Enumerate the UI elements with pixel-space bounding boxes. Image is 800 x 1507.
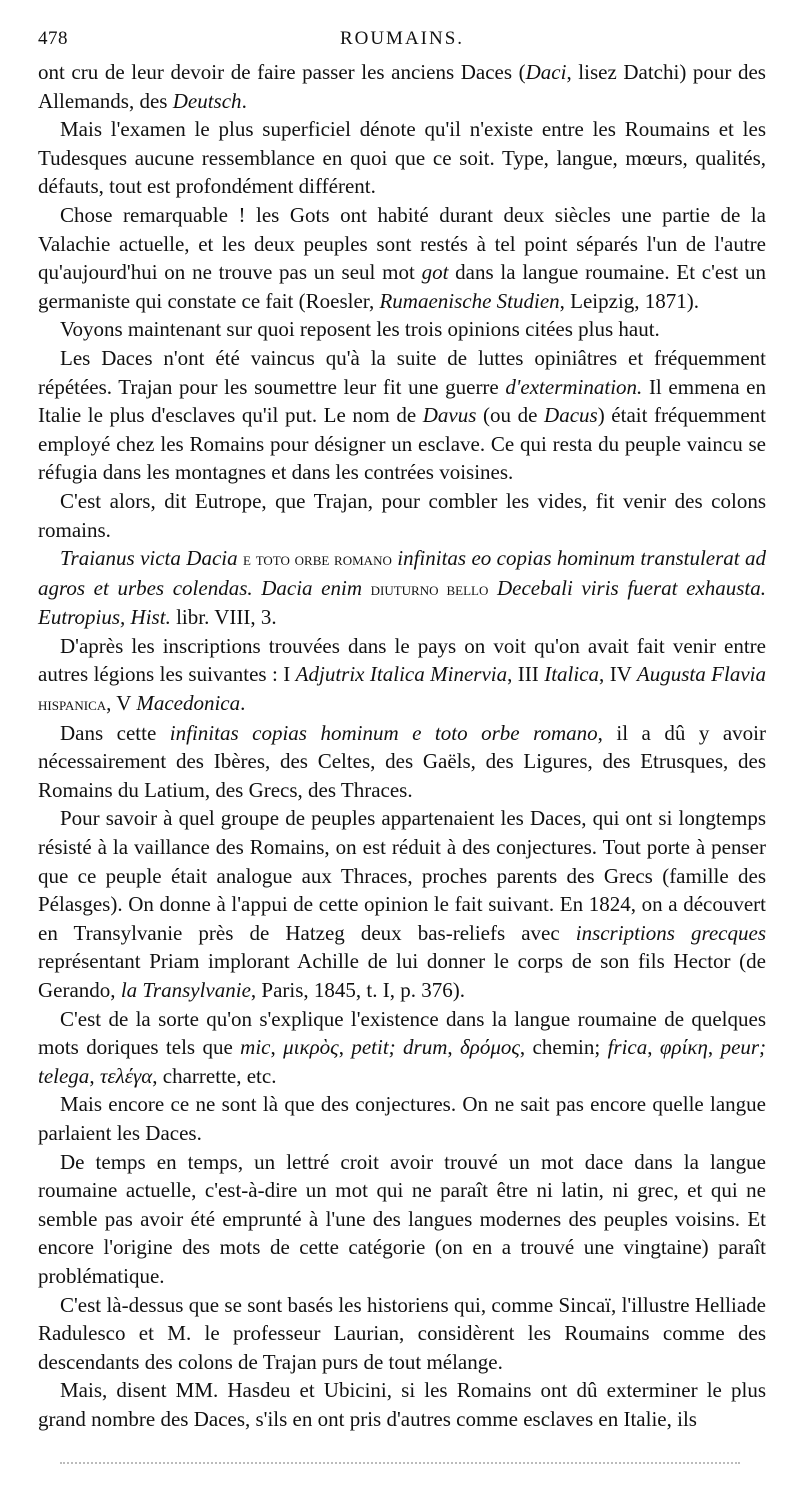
text-run: Mais l'examen le plus superficiel dénote qu'il n'existe entre les Roumains et les Tudesques aucune ressemblance en quoi que ce soit. Type, langue, mœurs, qualités, défauts, tout est profondément différent. (38, 117, 766, 199)
small-caps-text: diuturno bello (370, 578, 489, 599)
paragraph (38, 58, 766, 115)
running-title: ROUMAINS. (339, 28, 465, 49)
italic-text: Decebali viris fuerat exhausta. Eutropius, Hist. (38, 575, 767, 630)
italic-text: la Transylvanie (120, 978, 251, 1002)
italic-text: Rumaenische Studien (379, 288, 560, 313)
italic-text: Macedonica (136, 691, 241, 716)
paragraph (38, 315, 766, 344)
text-run: , (270, 1035, 284, 1060)
paragraph (38, 1148, 766, 1291)
text-run (488, 576, 497, 600)
paragraph (38, 544, 766, 632)
paragraph (38, 1291, 766, 1377)
text-run: De temps en temps, un lettré croit avoir trouvé un mot dace dans la langue roumaine actuelle, c'est-à-dire un mot qui ne paraît être ni latin, ni grec, et qui ne semble pas avoir été emprunté à l'une des langues modernes des peuples voisins. Et encore l'origine des mots de cette catégorie (on en a trouvé une vingtaine) paraît problématique. (38, 1149, 766, 1288)
paragraph (38, 804, 766, 1004)
paragraph (38, 201, 766, 315)
italic-text: Traianus victa Dacia (60, 546, 238, 571)
text-run: C'est alors, dit Eutrope, que Trajan, pour combler les vides, fit venir des colons romains. (38, 488, 766, 542)
paragraph (38, 487, 766, 544)
italic-text: Deutsch (172, 88, 242, 113)
text-run: . (240, 691, 246, 716)
text-run: dans la langue roumaine. Et c'est un germaniste qui constate ce fait (Roesler, (38, 260, 766, 313)
paragraph (38, 115, 766, 201)
italic-text: frica (607, 1035, 648, 1060)
italic-text: inscriptions grecques (575, 920, 766, 945)
italic-text: Adjutrix Italica Minervia (295, 662, 508, 687)
text-run: , il a dû y avoir nécessairement des Ibères, des Celtes, des Gaëls, des Ligures, des Etrusques, des Romains du Latium, des Grecs, des Thraces. (38, 720, 766, 802)
italic-text: infinitas eo copias hominum transtulerat ad agros et urbes colendas. Dacia enim (38, 546, 766, 600)
text-run: Voyons maintenant sur quoi reposent les trois opinions citées plus haut. (60, 317, 660, 342)
text-run: . (241, 88, 247, 113)
italic-text: Augusta Flavia (636, 662, 766, 687)
paragraph (38, 1376, 766, 1433)
text-run: Il emmena en Italie le plus d'esclaves qu'il put. Le nom de (38, 374, 767, 428)
italic-text: got (421, 260, 449, 285)
text-run: , III (507, 662, 545, 687)
body-text (38, 58, 766, 1434)
text-run: représentant Priam implorant Achille de lui donner le corps de son fils Hector (de Gerando, (38, 949, 766, 1002)
text-run: , (447, 1035, 461, 1060)
text-run: , chemin; (519, 1035, 608, 1060)
paragraph (38, 1090, 766, 1147)
text-run: , charrette, etc. (152, 1063, 277, 1088)
text-run: ) était fréquemment employé chez les Romains pour désigner un esclave. Ce qui resta du peuple vaincu se réfugia dans les montagnes et dans les contrées voisines. (38, 403, 767, 485)
running-head (38, 28, 766, 58)
text-run: , (338, 1035, 352, 1060)
page-number: 478 (38, 28, 68, 49)
small-caps-text: hispanica (38, 694, 107, 715)
text-run: , Leipzig, 1871). (559, 288, 700, 313)
paragraph (38, 632, 766, 719)
italic-text: μικρὸς (283, 1035, 339, 1060)
text-run: , Paris, 1845, t. I, p. 376). (250, 978, 465, 1002)
text-run: , IV (599, 662, 637, 687)
text-run: , (647, 1035, 660, 1060)
text-run (362, 576, 371, 600)
text-run: Pour savoir à quel groupe de peuples appartenaient les Daces, qui ont si longtemps résisté à la vaillance des Romains, on est réduit à des conjectures. Tout porte à penser que ce peuple était analogue aux Thraces, proches parents des Grecs (famille des Pélasges). On donne à l'appui de cette opinion le fait suivant. En 1824, on a découvert en Transylvanie près de Hatzeg deux bas-reliefs avec (38, 806, 766, 945)
text-run: Chose remarquable ! les Gots ont habité durant deux siècles une partie de la Valachie actuelle, et les deux peuples sont restés à tel point séparés l'un de l'autre qu'aujourd'hui on ne trouve pas un seul mot (38, 202, 766, 285)
text-run: C'est de la sorte qu'on s'explique l'existence dans la langue roumaine de quelques mots doriques tels que (38, 1006, 766, 1060)
footer-dotted-rule (60, 1462, 740, 1464)
italic-text: mic (240, 1035, 271, 1060)
italic-text: τελέγα (99, 1063, 153, 1088)
text-run: C'est là-dessus que se sont basés les historiens qui, comme Sincaï, l'illustre Helliade Radulesco et M. le professeur Laurian, considèrent les Roumains comme des descendants des colons de Trajan purs de tout mélange. (38, 1292, 766, 1374)
paragraph (38, 719, 766, 805)
italic-text: Dacus (544, 403, 598, 428)
small-caps-text: e toto orbe romano (243, 549, 392, 570)
text-run: Mais, disent MM. Hasdeu et Ubicini, si les Romains ont dû exterminer le plus grand nombre des Daces, s'ils en ont pris d'autres comme esclaves en Italie, ils (38, 1378, 766, 1431)
paragraph (38, 344, 766, 487)
text-run: Mais encore ce ne sont là que des conjectures. On ne sait pas encore quelle langue parlaient les Daces. (38, 1092, 766, 1145)
text-run: libr. VIII, 3. (170, 605, 277, 630)
italic-text: peur; telega (38, 1035, 767, 1088)
book-page (38, 28, 766, 1434)
text-run: , (707, 1035, 721, 1060)
italic-text: δρόμος (460, 1035, 520, 1060)
text-run: ont cru de leur devoir de faire passer les anciens Daces ( (38, 60, 526, 84)
italic-text: petit; drum (351, 1035, 448, 1060)
italic-text: Daci (525, 60, 567, 84)
text-run: Les Daces n'ont été vaincus qu'à la suite de luttes opiniâtres et fréquemment répétées. Trajan pour les soumettre leur fit une guerre (38, 345, 766, 399)
text-run: D'après les inscriptions trouvées dans le pays on voit qu'on avait fait venir entre autres légions les suivantes : I (38, 633, 766, 687)
text-run: Dans cette (60, 720, 170, 745)
italic-text: d'extermination. (505, 374, 643, 399)
text-run: , lisez Datchi) pour des Allemands, des (38, 60, 766, 113)
text-run: (ou de (476, 403, 545, 428)
text-run: , V (106, 691, 137, 716)
italic-text: Italica (544, 662, 600, 687)
text-run: , (89, 1063, 100, 1088)
paragraph (38, 1005, 766, 1091)
italic-text: φρίκη (659, 1035, 708, 1060)
italic-text: infinitas copias hominum e toto orbe romano (169, 720, 598, 745)
italic-text: Davus (422, 403, 477, 428)
